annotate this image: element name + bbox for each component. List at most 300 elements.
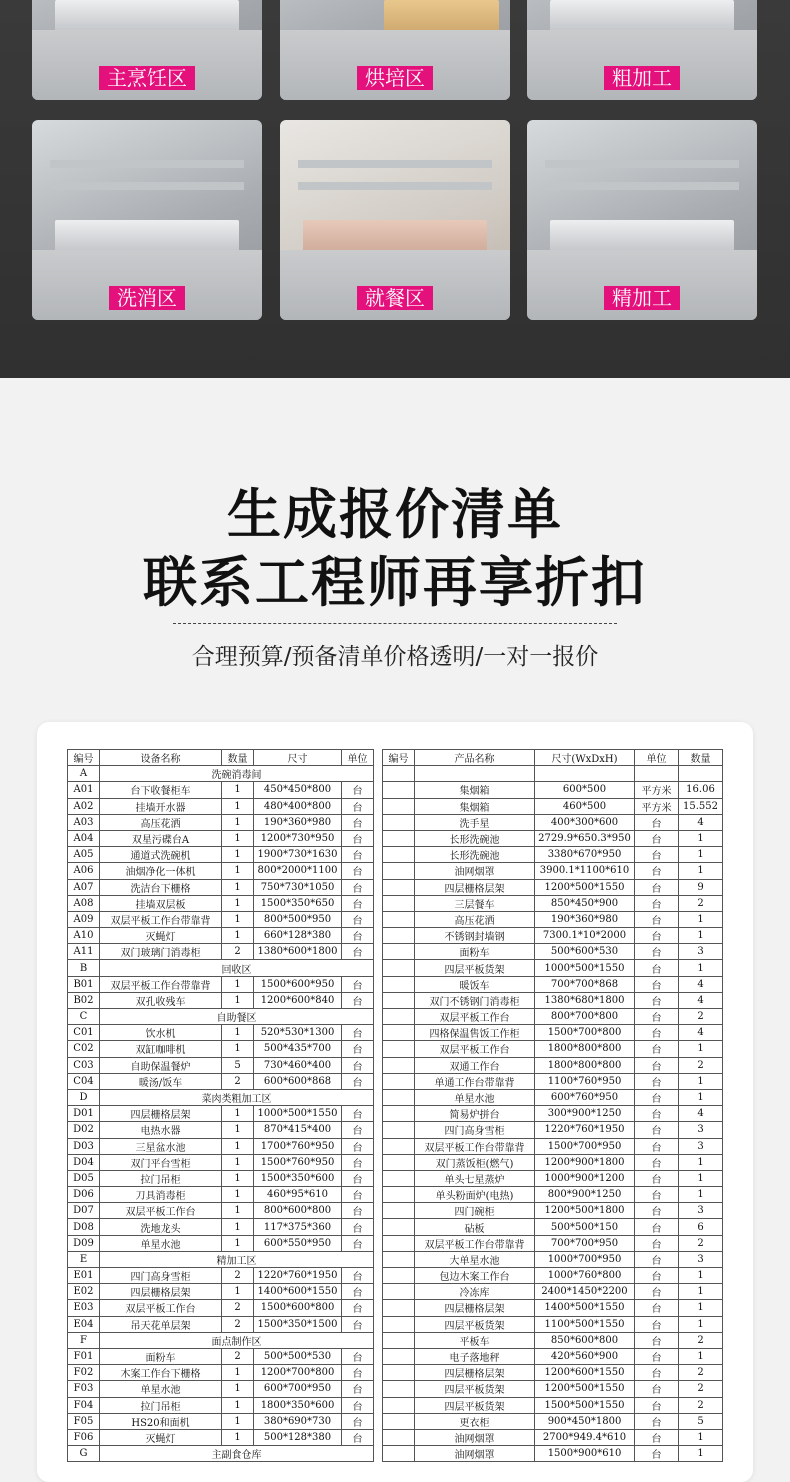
table-row [68,1413,374,1429]
item-name: 四门高身雪柜 [415,1122,535,1138]
item-name: 四层平板货架 [415,960,535,976]
table-row [383,814,723,830]
item-name: 不锈钢封墙钢 [415,928,535,944]
item-code: A06 [68,863,100,879]
item-code [383,1446,415,1462]
item-unit: 台 [635,1365,679,1381]
section-code: A [68,766,100,782]
item-unit: 台 [635,830,679,846]
item-code: C04 [68,1073,100,1089]
table-body [68,766,374,1462]
item-unit: 台 [635,1009,679,1025]
item-unit: 台 [635,895,679,911]
item-unit: 台 [635,1348,679,1364]
item-name: 双门玻璃门消毒柜 [100,944,222,960]
item-name: 双层平板工作台带靠背 [100,976,222,992]
item-size: 1500*500*1550 [535,1397,635,1413]
table-row [383,1203,723,1219]
item-name: 平板车 [415,1332,535,1348]
table-row [68,944,374,960]
item-size: 800*500*950 [254,911,342,927]
table-row [68,1365,374,1381]
item-name: 双门蒸饭柜(燃气) [415,1154,535,1170]
item-qty: 6 [679,1219,723,1235]
item-qty: 1 [679,1348,723,1364]
table-row [68,1170,374,1186]
item-name: 更衣柜 [415,1413,535,1429]
item-size: 1500*350*650 [254,895,342,911]
item-qty: 1 [679,1429,723,1445]
item-code [383,1170,415,1186]
item-qty: 4 [679,992,723,1008]
item-unit: 台 [635,1187,679,1203]
item-code [383,1397,415,1413]
zone-card-dining[interactable] [280,120,510,320]
table-row [383,1268,723,1284]
item-size: 1200*700*800 [254,1365,342,1381]
table-row [68,911,374,927]
item-name: 单通工作台带靠背 [415,1073,535,1089]
item-name: 刀具消毒柜 [100,1187,222,1203]
item-unit: 台 [342,1348,374,1364]
table-row [68,1397,374,1413]
item-qty: 1 [222,1235,254,1251]
item-code: D04 [68,1154,100,1170]
item-qty: 2 [222,1316,254,1332]
table-row [383,1057,723,1073]
item-qty: 1 [222,1138,254,1154]
table-row [383,1397,723,1413]
item-size: 800*700*800 [535,1009,635,1025]
item-qty: 1 [679,1300,723,1316]
item-name: 双层平板工作台 [100,1203,222,1219]
table-row [68,1316,374,1332]
item-name: 电热水器 [100,1122,222,1138]
table-row [383,879,723,895]
item-qty: 16.06 [679,782,723,798]
item-code [383,944,415,960]
item-code: A01 [68,782,100,798]
table-row [68,895,374,911]
item-name: 四门碗柜 [415,1203,535,1219]
section-row [68,1089,374,1105]
item-qty: 1 [222,1219,254,1235]
table-row [383,766,723,782]
item-name: 自助保温餐炉 [100,1057,222,1073]
item-qty: 5 [222,1057,254,1073]
section-name: 精加工区 [100,1251,374,1267]
item-unit: 台 [342,1235,374,1251]
item-name: 双缸咖啡机 [100,1041,222,1057]
item-name: 单头粉面炉(电热) [415,1187,535,1203]
section-row [68,766,374,782]
item-code: D09 [68,1235,100,1251]
item-size: 500*500*530 [254,1348,342,1364]
table-row [383,1365,723,1381]
section-code: G [68,1446,100,1462]
item-unit: 台 [342,1073,374,1089]
item-name: 双层平板工作台 [100,1300,222,1316]
item-name: 木案工作台下栅格 [100,1365,222,1381]
item-qty: 2 [679,1397,723,1413]
item-size: 1380*600*1800 [254,944,342,960]
item-unit: 台 [635,1138,679,1154]
item-qty: 1 [679,1446,723,1462]
item-qty: 3 [679,1122,723,1138]
item-name: 洗地龙头 [100,1219,222,1235]
table-row [68,1025,374,1041]
item-code: E04 [68,1316,100,1332]
item-unit: 台 [635,814,679,830]
item-qty: 9 [679,879,723,895]
table-row [68,1138,374,1154]
item-code: A07 [68,879,100,895]
table-row [383,1073,723,1089]
item-size: 1380*680*1800 [535,992,635,1008]
table-row [68,1219,374,1235]
table-row [68,1348,374,1364]
item-qty: 1 [222,1025,254,1041]
item-name: 四层平板货架 [415,1397,535,1413]
item-code [383,1316,415,1332]
table-row [68,1041,374,1057]
item-size: 600*600*868 [254,1073,342,1089]
item-qty: 1 [679,1187,723,1203]
item-code [383,911,415,927]
item-unit: 台 [635,879,679,895]
item-unit: 台 [635,976,679,992]
item-unit: 台 [342,1316,374,1332]
table-row [383,1009,723,1025]
table-row [68,798,374,814]
table-row [383,863,723,879]
item-qty: 1 [222,1365,254,1381]
headline-discount: 联系工程师再享折扣 [143,551,647,614]
item-qty: 1 [222,1397,254,1413]
item-qty: 1 [222,911,254,927]
item-size: 1100*500*1550 [535,1316,635,1332]
col-header: 数量 [679,750,723,766]
item-size: 1800*800*800 [535,1057,635,1073]
item-unit: 台 [342,1381,374,1397]
item-unit: 台 [635,1041,679,1057]
item-size: 460*500 [535,798,635,814]
item-size: 500*128*380 [254,1429,342,1445]
item-code [383,928,415,944]
item-name: 挂墙双层板 [100,895,222,911]
table-row [68,1122,374,1138]
section-code: C [68,1009,100,1025]
item-code [383,1025,415,1041]
item-qty: 1 [222,1187,254,1203]
item-size: 300*900*1250 [535,1106,635,1122]
col-header: 单位 [342,750,374,766]
item-size: 460*95*610 [254,1187,342,1203]
zone-label: 粗加工 [604,66,680,90]
item-code: E01 [68,1268,100,1284]
item-code [383,863,415,879]
item-unit: 台 [342,1138,374,1154]
item-name: 四层平板货架 [415,1381,535,1397]
item-code: F01 [68,1348,100,1364]
item-qty: 1 [222,1106,254,1122]
item-size: 2729.9*650.3*950 [535,830,635,846]
item-name: 油网烟罩 [415,863,535,879]
item-unit: 台 [635,1429,679,1445]
item-name: 双层平板工作台带靠背 [415,1235,535,1251]
item-unit: 台 [635,1332,679,1348]
col-header: 编号 [68,750,100,766]
item-qty: 2 [679,1332,723,1348]
item-unit: 台 [635,1397,679,1413]
item-size: 1500*760*950 [254,1154,342,1170]
item-size: 1100*760*950 [535,1073,635,1089]
item-unit: 台 [635,911,679,927]
item-code [383,1235,415,1251]
item-qty: 1 [679,830,723,846]
zone-card-washing[interactable] [32,120,262,320]
item-name: 长形洗碗池 [415,847,535,863]
table-row [383,1284,723,1300]
item-code: D01 [68,1106,100,1122]
item-qty: 1 [679,863,723,879]
item-name: 挂墙开水器 [100,798,222,814]
item-name: 油网烟罩 [415,1429,535,1445]
item-unit: 台 [635,847,679,863]
item-code [383,782,415,798]
item-size: 190*360*980 [535,911,635,927]
item-code [383,1073,415,1089]
item-code [383,766,415,782]
item-code [383,1089,415,1105]
item-name: 砧板 [415,1219,535,1235]
item-qty: 1 [679,928,723,944]
item-name: 拉门吊柜 [100,1397,222,1413]
item-name: 吊天花单层架 [100,1316,222,1332]
item-qty: 3 [679,1251,723,1267]
item-size: 1000*700*950 [535,1251,635,1267]
item-size: 450*450*800 [254,782,342,798]
item-qty: 1 [222,798,254,814]
zone-card-cooking[interactable] [32,0,262,100]
photo-shelf [298,160,491,168]
item-qty: 2 [679,1057,723,1073]
item-name: 油烟净化一体机 [100,863,222,879]
item-name: 四门高身雪柜 [100,1268,222,1284]
item-qty: 1 [222,847,254,863]
item-qty: 1 [222,895,254,911]
table-row [68,1429,374,1445]
item-unit: 台 [635,1122,679,1138]
item-size: 700*700*868 [535,976,635,992]
item-qty: 1 [222,1154,254,1170]
section-name: 自助餐区 [100,1009,374,1025]
item-unit: 台 [342,1170,374,1186]
item-qty: 1 [222,1203,254,1219]
zone-label: 精加工 [604,286,680,310]
table-row [68,1284,374,1300]
zone-card-fine-processing[interactable] [527,120,757,320]
item-code: A09 [68,911,100,927]
item-size: 1800*350*600 [254,1397,342,1413]
item-name: 三星盆水池 [100,1138,222,1154]
item-size: 750*730*1050 [254,879,342,895]
table-row [383,960,723,976]
item-qty: 1 [679,1041,723,1057]
item-qty: 2 [222,944,254,960]
col-header: 设备名称 [100,750,222,766]
table-row [68,1203,374,1219]
item-qty: 1 [679,1316,723,1332]
item-name: 单星水池 [415,1089,535,1105]
item-code [383,879,415,895]
item-name: 单头七星蒸炉 [415,1170,535,1186]
item-unit: 台 [342,1106,374,1122]
table-row [68,1235,374,1251]
table-row [68,1057,374,1073]
item-qty: 1 [679,1268,723,1284]
item-qty: 1 [222,976,254,992]
item-code: A05 [68,847,100,863]
table-row [68,782,374,798]
item-size: 1000*500*1550 [254,1106,342,1122]
item-unit: 台 [342,879,374,895]
table-row [383,928,723,944]
item-qty: 4 [679,1106,723,1122]
item-unit: 台 [342,911,374,927]
item-qty: 1 [222,992,254,1008]
item-unit: 台 [342,798,374,814]
item-unit: 台 [342,1429,374,1445]
item-qty: 1 [222,830,254,846]
item-name: 洗手星 [415,814,535,830]
item-size: 500*500*150 [535,1219,635,1235]
item-unit: 台 [635,1284,679,1300]
item-size: 420*560*900 [535,1348,635,1364]
item-qty: 1 [222,1429,254,1445]
quote-list-card [37,722,753,1482]
item-qty: 2 [222,1073,254,1089]
item-code [383,992,415,1008]
item-code [383,847,415,863]
item-qty: 1 [679,1284,723,1300]
table-row [383,782,723,798]
item-qty: 1 [222,782,254,798]
headline-quote: 生成报价清单 [227,483,563,546]
table-row [383,911,723,927]
item-unit: 台 [342,976,374,992]
item-unit: 台 [342,944,374,960]
item-size: 1000*500*1550 [535,960,635,976]
item-size: 1400*600*1550 [254,1284,342,1300]
item-name: 四层栅格层架 [415,1300,535,1316]
item-size: 2700*949.4*610 [535,1429,635,1445]
item-code: A02 [68,798,100,814]
item-qty: 1 [222,1284,254,1300]
gallery-section [0,0,790,378]
table-row [383,1219,723,1235]
zone-card-rough-processing[interactable] [527,0,757,100]
item-qty: 2 [222,1348,254,1364]
item-name: 集烟箱 [415,782,535,798]
table-row [68,814,374,830]
item-unit: 台 [342,847,374,863]
item-unit: 台 [635,1219,679,1235]
item-unit: 台 [635,863,679,879]
item-code: B02 [68,992,100,1008]
item-size: 800*600*800 [254,1203,342,1219]
item-name: 洗洁台下栅格 [100,879,222,895]
product-table-right [382,749,723,1462]
item-qty: 1 [679,1170,723,1186]
item-code [383,1187,415,1203]
photo-shelf [50,160,243,168]
item-size: 600*700*950 [254,1381,342,1397]
section-row [68,1332,374,1348]
item-name: 四层栅格层架 [415,1365,535,1381]
table-row [68,976,374,992]
item-code [383,960,415,976]
item-code: D08 [68,1219,100,1235]
item-code: F02 [68,1365,100,1381]
item-name: 通道式洗碗机 [100,847,222,863]
item-unit: 台 [635,1170,679,1186]
item-size: 1220*760*1950 [535,1122,635,1138]
item-code [383,1106,415,1122]
item-code: A08 [68,895,100,911]
col-header: 数量 [222,750,254,766]
item-size: 1500*350*600 [254,1170,342,1186]
item-code: E02 [68,1284,100,1300]
item-unit: 台 [635,1300,679,1316]
col-header: 单位 [635,750,679,766]
col-header: 编号 [383,750,415,766]
item-qty: 1 [679,911,723,927]
zone-label: 主烹饪区 [99,66,195,90]
item-qty: 1 [222,814,254,830]
item-unit: 台 [342,1025,374,1041]
item-code: D03 [68,1138,100,1154]
item-size: 520*530*1300 [254,1025,342,1041]
item-size: 700*700*950 [535,1235,635,1251]
table-row [68,879,374,895]
item-code: A11 [68,944,100,960]
item-qty: 1 [222,863,254,879]
table-row [68,1073,374,1089]
item-size: 400*300*600 [535,814,635,830]
item-size: 2400*1450*2200 [535,1284,635,1300]
col-header: 尺寸(WxDxH) [535,750,635,766]
item-name: 灭蝇灯 [100,928,222,944]
section-row [68,1009,374,1025]
table-row [68,1300,374,1316]
zone-card-baking[interactable] [280,0,510,100]
item-qty: 1 [222,1381,254,1397]
item-size: 1500*700*800 [535,1025,635,1041]
item-name: 饮水机 [100,1025,222,1041]
item-unit: 台 [342,895,374,911]
item-qty: 1 [679,847,723,863]
item-name: 电子落地秤 [415,1348,535,1364]
item-size: 1700*760*950 [254,1138,342,1154]
item-unit: 台 [342,1154,374,1170]
item-name: 冷冻库 [415,1284,535,1300]
item-unit: 台 [635,1154,679,1170]
item-name: 双层平板工作台 [415,1041,535,1057]
item-unit: 台 [342,863,374,879]
table-row [68,863,374,879]
item-size: 800*900*1250 [535,1187,635,1203]
